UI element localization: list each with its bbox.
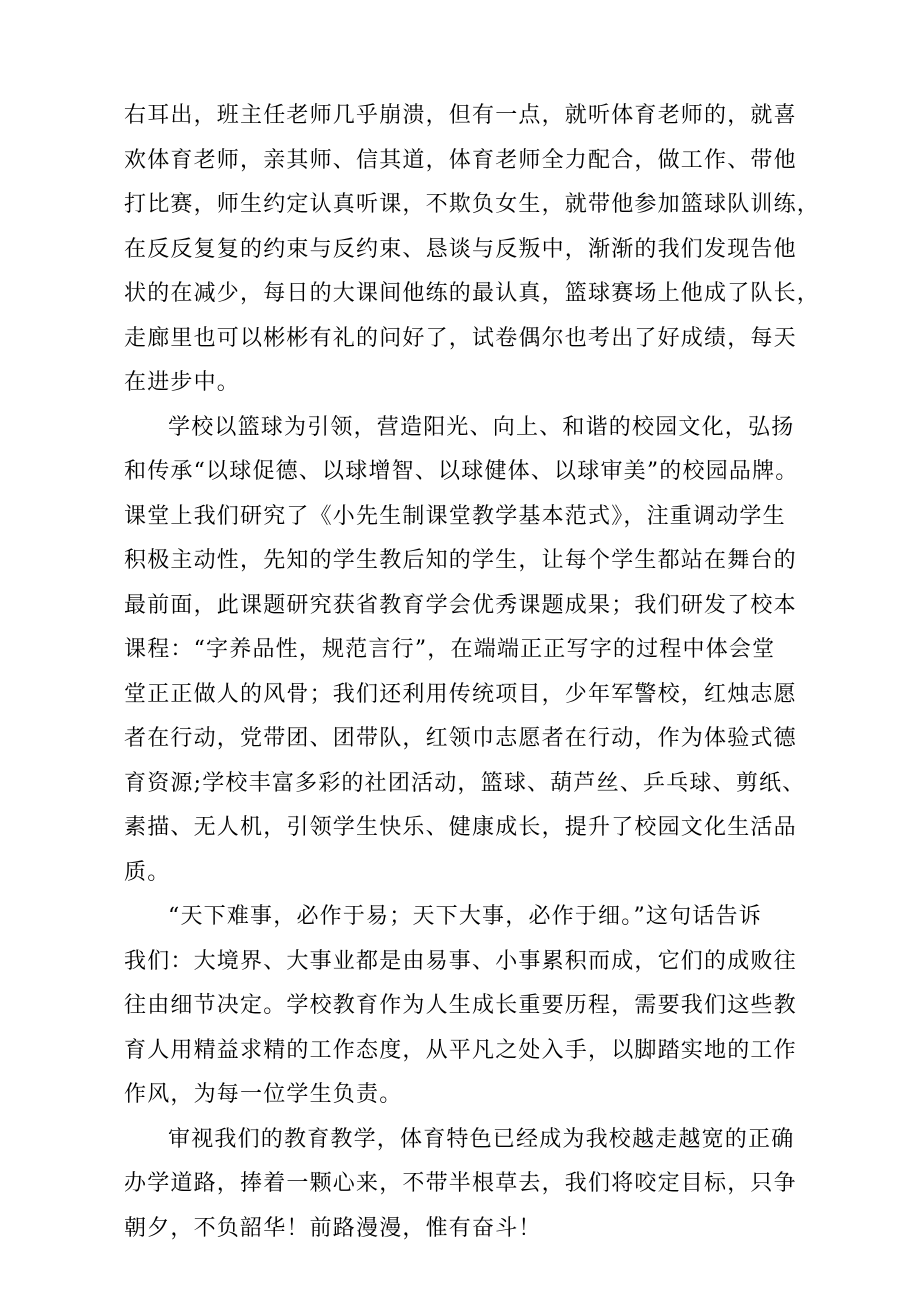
text-line: 素描、无人机，引领学生快乐、健康成长，提升了校园文化生活品 xyxy=(124,815,797,840)
text-line: 堂正正做人的风骨；我们还利用传统项目，少年军警校，红烛志愿 xyxy=(124,681,797,707)
text-line: 学校以篮球为引领，营造阳光、向上、和谐的校园文化，弘扬 xyxy=(168,414,795,440)
text-line: 最前面，此课题研究获省教育学会优秀课题成果；我们研发了校本 xyxy=(124,592,797,618)
text-line: 走廊里也可以彬彬有礼的问好了，试卷偶尔也考出了好成绩，每天 xyxy=(124,325,797,351)
paragraph-3 xyxy=(124,895,824,1118)
text-line: 育人用精益求精的工作态度，从平凡之处入手，以脚踏实地的工作 xyxy=(124,1037,797,1063)
text-line: “天下难事，必作于易；天下大事，必作于细。”这句话告诉 xyxy=(168,904,762,929)
text-line: 我们：大境界、大事业都是由易事、小事累积而成，它们的成败往 xyxy=(124,948,797,974)
text-line: 者在行动，党带团、团带队，红领巾志愿者在行动，作为体验式德 xyxy=(124,726,797,751)
paragraph-1 xyxy=(124,94,824,406)
text-line: 办学道路，捧着一颗心来，不带半根草去，我们将咬定目标，只争 xyxy=(124,1171,797,1196)
text-line: 育资源;学校丰富多彩的社团活动，篮球、葫芦丝、乒乓球、剪纸、 xyxy=(124,770,806,796)
text-line: 在反反复复的约束与反约束、恳谈与反叛中，渐渐的我们发现告他 xyxy=(124,236,797,262)
text-line: 状的在减少，每日的大课间他练的最认真，篮球赛场上他成了队长， xyxy=(124,281,821,306)
paragraph-4 xyxy=(124,1118,824,1252)
text-line: 课程：“字养品性，规范言行”，在端端正正写字的过程中体会堂 xyxy=(124,637,776,662)
text-line: 欢体育老师，亲其师、信其道，体育老师全力配合，做工作、带他 xyxy=(124,147,797,173)
text-line: 课堂上我们研究了《小先生制课堂教学基本范式》，注重调动学生 xyxy=(124,503,786,529)
text-line: 作风，为每一位学生负责。 xyxy=(124,1082,403,1107)
paragraph-2 xyxy=(124,406,824,896)
text-line: 朝夕，不负韶华！前路漫漫，惟有奋斗！ xyxy=(124,1215,542,1241)
text-line: 和传承“以球促德、以球增智、以球健体、以球审美”的校园品牌。 xyxy=(124,459,799,484)
document-body xyxy=(124,94,824,1251)
text-line: 质。 xyxy=(124,859,171,885)
text-line: 打比赛，师生约定认真听课，不欺负女生，就带他参加篮球队训练， xyxy=(124,192,821,217)
text-line: 右耳出，班主任老师几乎崩溃，但有一点，就听体育老师的，就喜 xyxy=(124,103,797,128)
text-line: 审视我们的教育教学，体育特色已经成为我校越走越宽的正确 xyxy=(168,1126,795,1152)
text-line: 往由细节决定。学校教育作为人生成长重要历程，需要我们这些教 xyxy=(124,993,797,1018)
text-line: 在进步中。 xyxy=(124,370,241,395)
text-line: 积极主动性，先知的学生教后知的学生，让每个学生都站在舞台的 xyxy=(124,548,797,573)
